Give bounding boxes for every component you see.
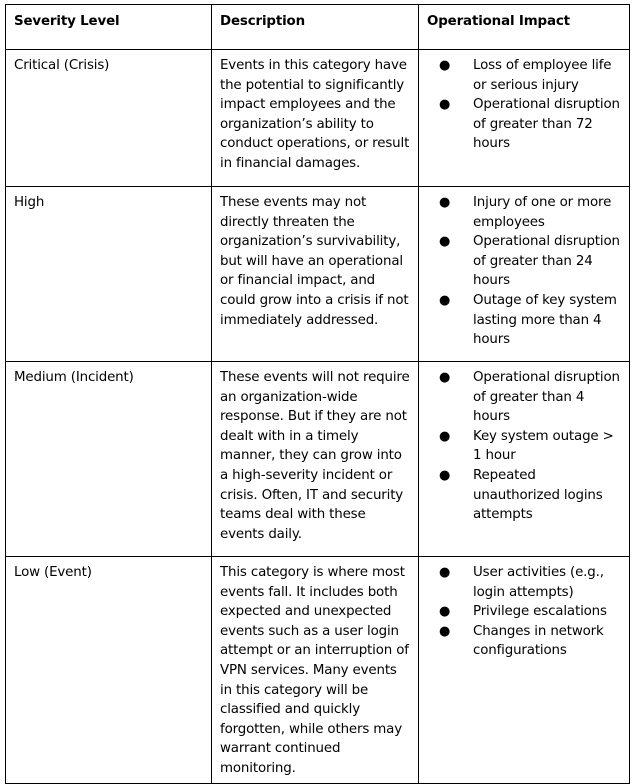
impact-item [429,622,625,661]
impact-item [429,193,625,232]
impact-list [429,368,625,525]
impact-cell [419,187,630,362]
impact-item [429,56,625,95]
severity-table [5,4,630,784]
header-operational-impact: Operational Impact [419,5,630,50]
table-row-critical [6,50,630,187]
impact-item [429,232,625,291]
bullet-icon: ● [439,467,451,483]
impact-cell [419,557,630,784]
bullet-icon: ● [439,234,451,250]
impact-text: Loss of employee life or serious injury [473,58,612,93]
table-row-low [6,557,630,784]
impact-text: Outage of key system lasting more than 4 hours [473,292,617,348]
description-cell: Events in this category have the potential to significantly impact employees and the organization’s ability to conduct operations, or result in financial damages. [212,50,419,187]
header-row [6,5,630,50]
impact-cell [419,50,630,187]
header-description: Description [212,5,419,50]
severity-cell: Low (Event) [6,557,212,784]
bullet-icon: ● [439,604,451,620]
bullet-icon: ● [439,97,451,113]
impact-text: Privilege escalations [473,604,607,620]
bullet-icon: ● [439,565,451,580]
impact-text: Operational disruption of greater than 72 hours [473,97,620,152]
description-cell: These events may not directly threaten the organization’s survivability, but will have an operational or financial impact, and could grow into a crisis if not immediately addressed. [212,187,419,362]
table-row-medium [6,362,630,557]
severity-cell: Medium (Incident) [6,362,212,557]
table-row-high [6,187,630,362]
impact-list [429,193,625,350]
bullet-icon: ● [439,195,451,210]
impact-text: Key system outage > 1 hour [473,428,614,464]
bullet-icon: ● [439,292,451,308]
bullet-icon: ● [439,428,451,444]
impact-item [429,466,625,525]
impact-text: User activities (e.g., login attempts) [473,565,604,600]
description-cell: These events will not require an organization-wide response. But if they are not dealt with in a timely manner, they can grow into a high-severity incident or crisis. Often, IT and security teams deal with these events daily. [212,362,419,557]
header-severity-level: Severity Level [6,5,212,50]
impact-text: Repeated unauthorized logins attempts [473,467,603,523]
bullet-icon: ● [439,370,451,385]
impact-text: Changes in network configurations [473,623,604,659]
severity-cell: Critical (Crisis) [6,50,212,187]
impact-text: Injury of one or more employees [473,195,612,230]
impact-list [429,56,625,154]
impact-item [429,563,625,602]
bullet-icon: ● [439,58,451,73]
impact-item [429,602,625,622]
impact-item [429,368,625,427]
impact-text: Operational disruption of greater than 24 hours [473,234,620,289]
impact-item [429,95,625,154]
impact-text: Operational disruption of greater than 4 hours [473,370,620,425]
description-cell: This category is where most events fall. It includes both expected and unexpected events such as a user login attempt or an interruption of VPN services. Many events in this category will be classified and quickly forgotten, while others may warrant continued monitoring. [212,557,419,784]
bullet-icon: ● [439,623,451,639]
impact-list [429,563,625,661]
impact-cell [419,362,630,557]
impact-item [429,427,625,466]
impact-item [429,291,625,350]
severity-cell: High [6,187,212,362]
